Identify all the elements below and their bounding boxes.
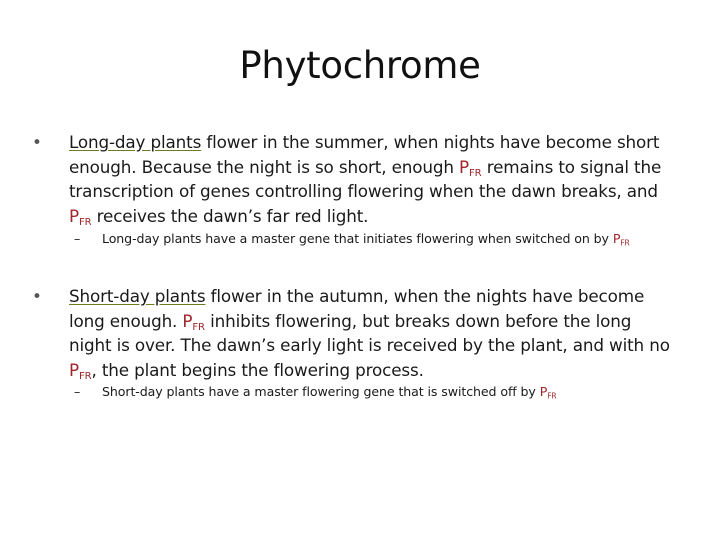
term-long-day-plants: Long-day plants	[69, 132, 202, 152]
slide-title: Phytochrome	[239, 44, 481, 87]
bullet-marker: •	[32, 132, 42, 152]
bullet-text	[69, 130, 677, 228]
bullet-long-day	[32, 130, 677, 228]
text-segment: , the plant begins the flowering process.	[91, 359, 424, 380]
text-segment: receives the dawn’s far red light.	[91, 205, 369, 226]
subbullet-text: Long-day plants have a master gene that initiates flowering when switched on by $P_{FR}$	[102, 231, 630, 248]
pfr-symbol: $P_{FR}$	[459, 156, 482, 179]
bullet-short-day	[32, 284, 677, 382]
text-segment: inhibits flowering, but breaks down before the long night is over. The dawn’s early light is received by the plant, and with no	[69, 310, 670, 355]
text-segment: flower in the summer, when nights have become short enough. Because the night is so short, enough	[69, 132, 660, 177]
bullet-text	[69, 284, 677, 382]
pfr-symbol: $P_{FR}$	[69, 205, 92, 228]
subbullet-long-day	[74, 230, 684, 248]
dash-marker: –	[74, 231, 81, 246]
pfr-symbol: $P_{FR}$	[539, 384, 557, 401]
text-segment: flower in the autumn, when the nights have become long enough.	[69, 286, 645, 331]
term-short-day-plants: Short-day plants	[69, 286, 206, 306]
pfr-symbol: $P_{FR}$	[182, 310, 205, 333]
pfr-symbol: $P_{FR}$	[69, 359, 92, 382]
subbullet-short-day	[74, 383, 684, 401]
subbullet-text: Short-day plants have a master flowering gene that is switched off by $P_{FR}$	[102, 384, 557, 401]
pfr-symbol: $P_{FR}$	[612, 231, 630, 248]
text-segment: remains to signal the transcription of genes controlling flowering when the dawn breaks, and	[69, 156, 662, 201]
bullet-marker: •	[32, 286, 42, 306]
dash-marker: –	[74, 384, 81, 399]
